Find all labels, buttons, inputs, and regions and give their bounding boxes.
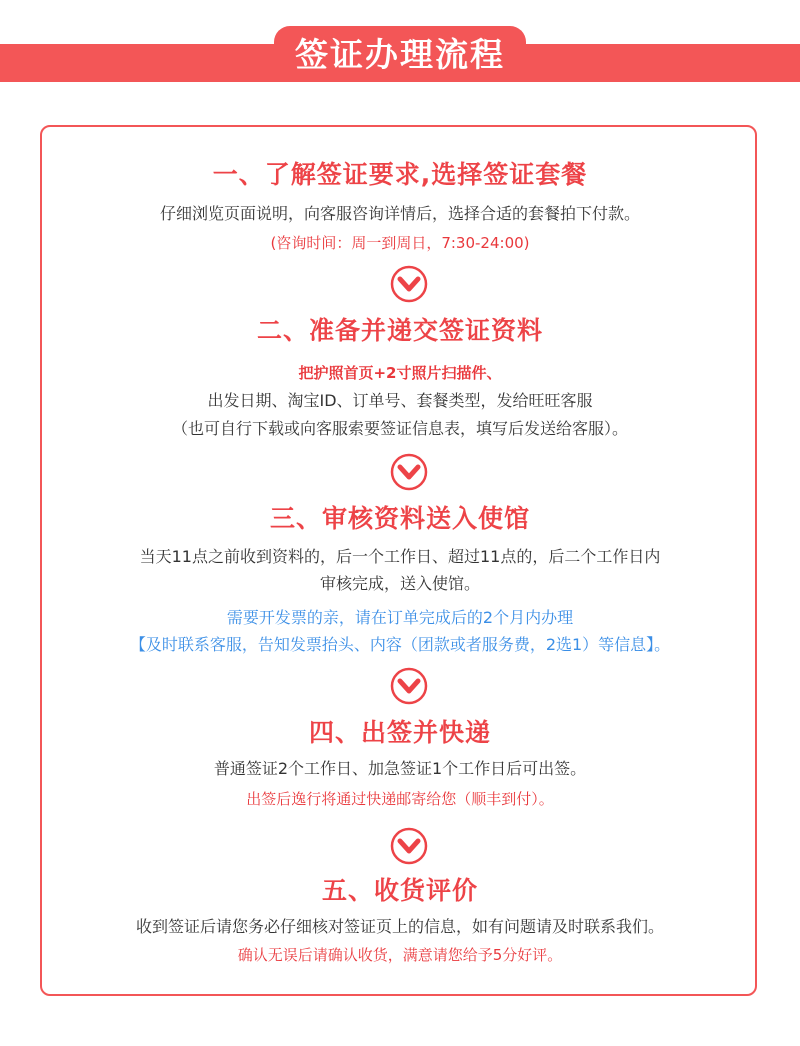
step-4-description: 普通签证2个工作日、加急签证1个工作日后可出签。: [213, 759, 587, 778]
step-1-description: 仔细浏览页面说明，向客服咨询详情后，选择合适的套餐拍下付款。: [159, 204, 640, 223]
step-3-invoice-note-line-2: 【及时联系客服，告知发票抬头、内容（团款或者服务费，2选1）等信息】。: [129, 635, 671, 654]
step-1-note: (咨询时间：周一到周日，7:30-24:00): [270, 234, 530, 252]
chevron-down-circle-icon: [389, 666, 429, 706]
header-banner-tab: [274, 26, 526, 82]
step-2-description-line-1: 出发日期、淘宝ID、订单号、套餐类型，发给旺旺客服: [207, 391, 593, 410]
step-2-description-line-2: （也可自行下载或向客服索要签证信息表，填写后发送给客服）。: [171, 419, 628, 438]
step-2-emphasis: 把护照首页+2寸照片扫描件、: [298, 364, 502, 382]
step-3-heading: 三、审核资料送入使馆: [269, 504, 530, 533]
step-3-description-line-1: 当天11点之前收到资料的，后一个工作日、超过11点的，后二个工作日内: [139, 547, 661, 566]
step-5-note: 确认无误后请确认收货，满意请您给予5分好评。: [237, 946, 563, 964]
chevron-down-circle-icon: [389, 264, 429, 304]
step-4-heading: 四、出签并快递: [308, 718, 491, 747]
chevron-down-circle-icon: [389, 826, 429, 866]
step-2-heading: 二、准备并递交签证资料: [256, 316, 543, 345]
step-4-note: 出签后逸行将通过快递邮寄给您（顺丰到付）。: [246, 790, 554, 808]
step-3-description-line-2: 审核完成，送入使馆。: [319, 574, 480, 593]
step-1-heading: 一、了解签证要求,选择签证套餐: [212, 160, 588, 189]
step-3-invoice-note-line-1: 需要开发票的亲，请在订单完成后的2个月内办理: [226, 608, 574, 627]
step-5-heading: 五、收货评价: [321, 876, 478, 905]
page-title: 签证办理流程: [295, 34, 505, 74]
chevron-down-circle-icon: [389, 452, 429, 492]
step-5-description: 收到签证后请您务必仔细核对签证页上的信息，如有问题请及时联系我们。: [135, 917, 664, 936]
